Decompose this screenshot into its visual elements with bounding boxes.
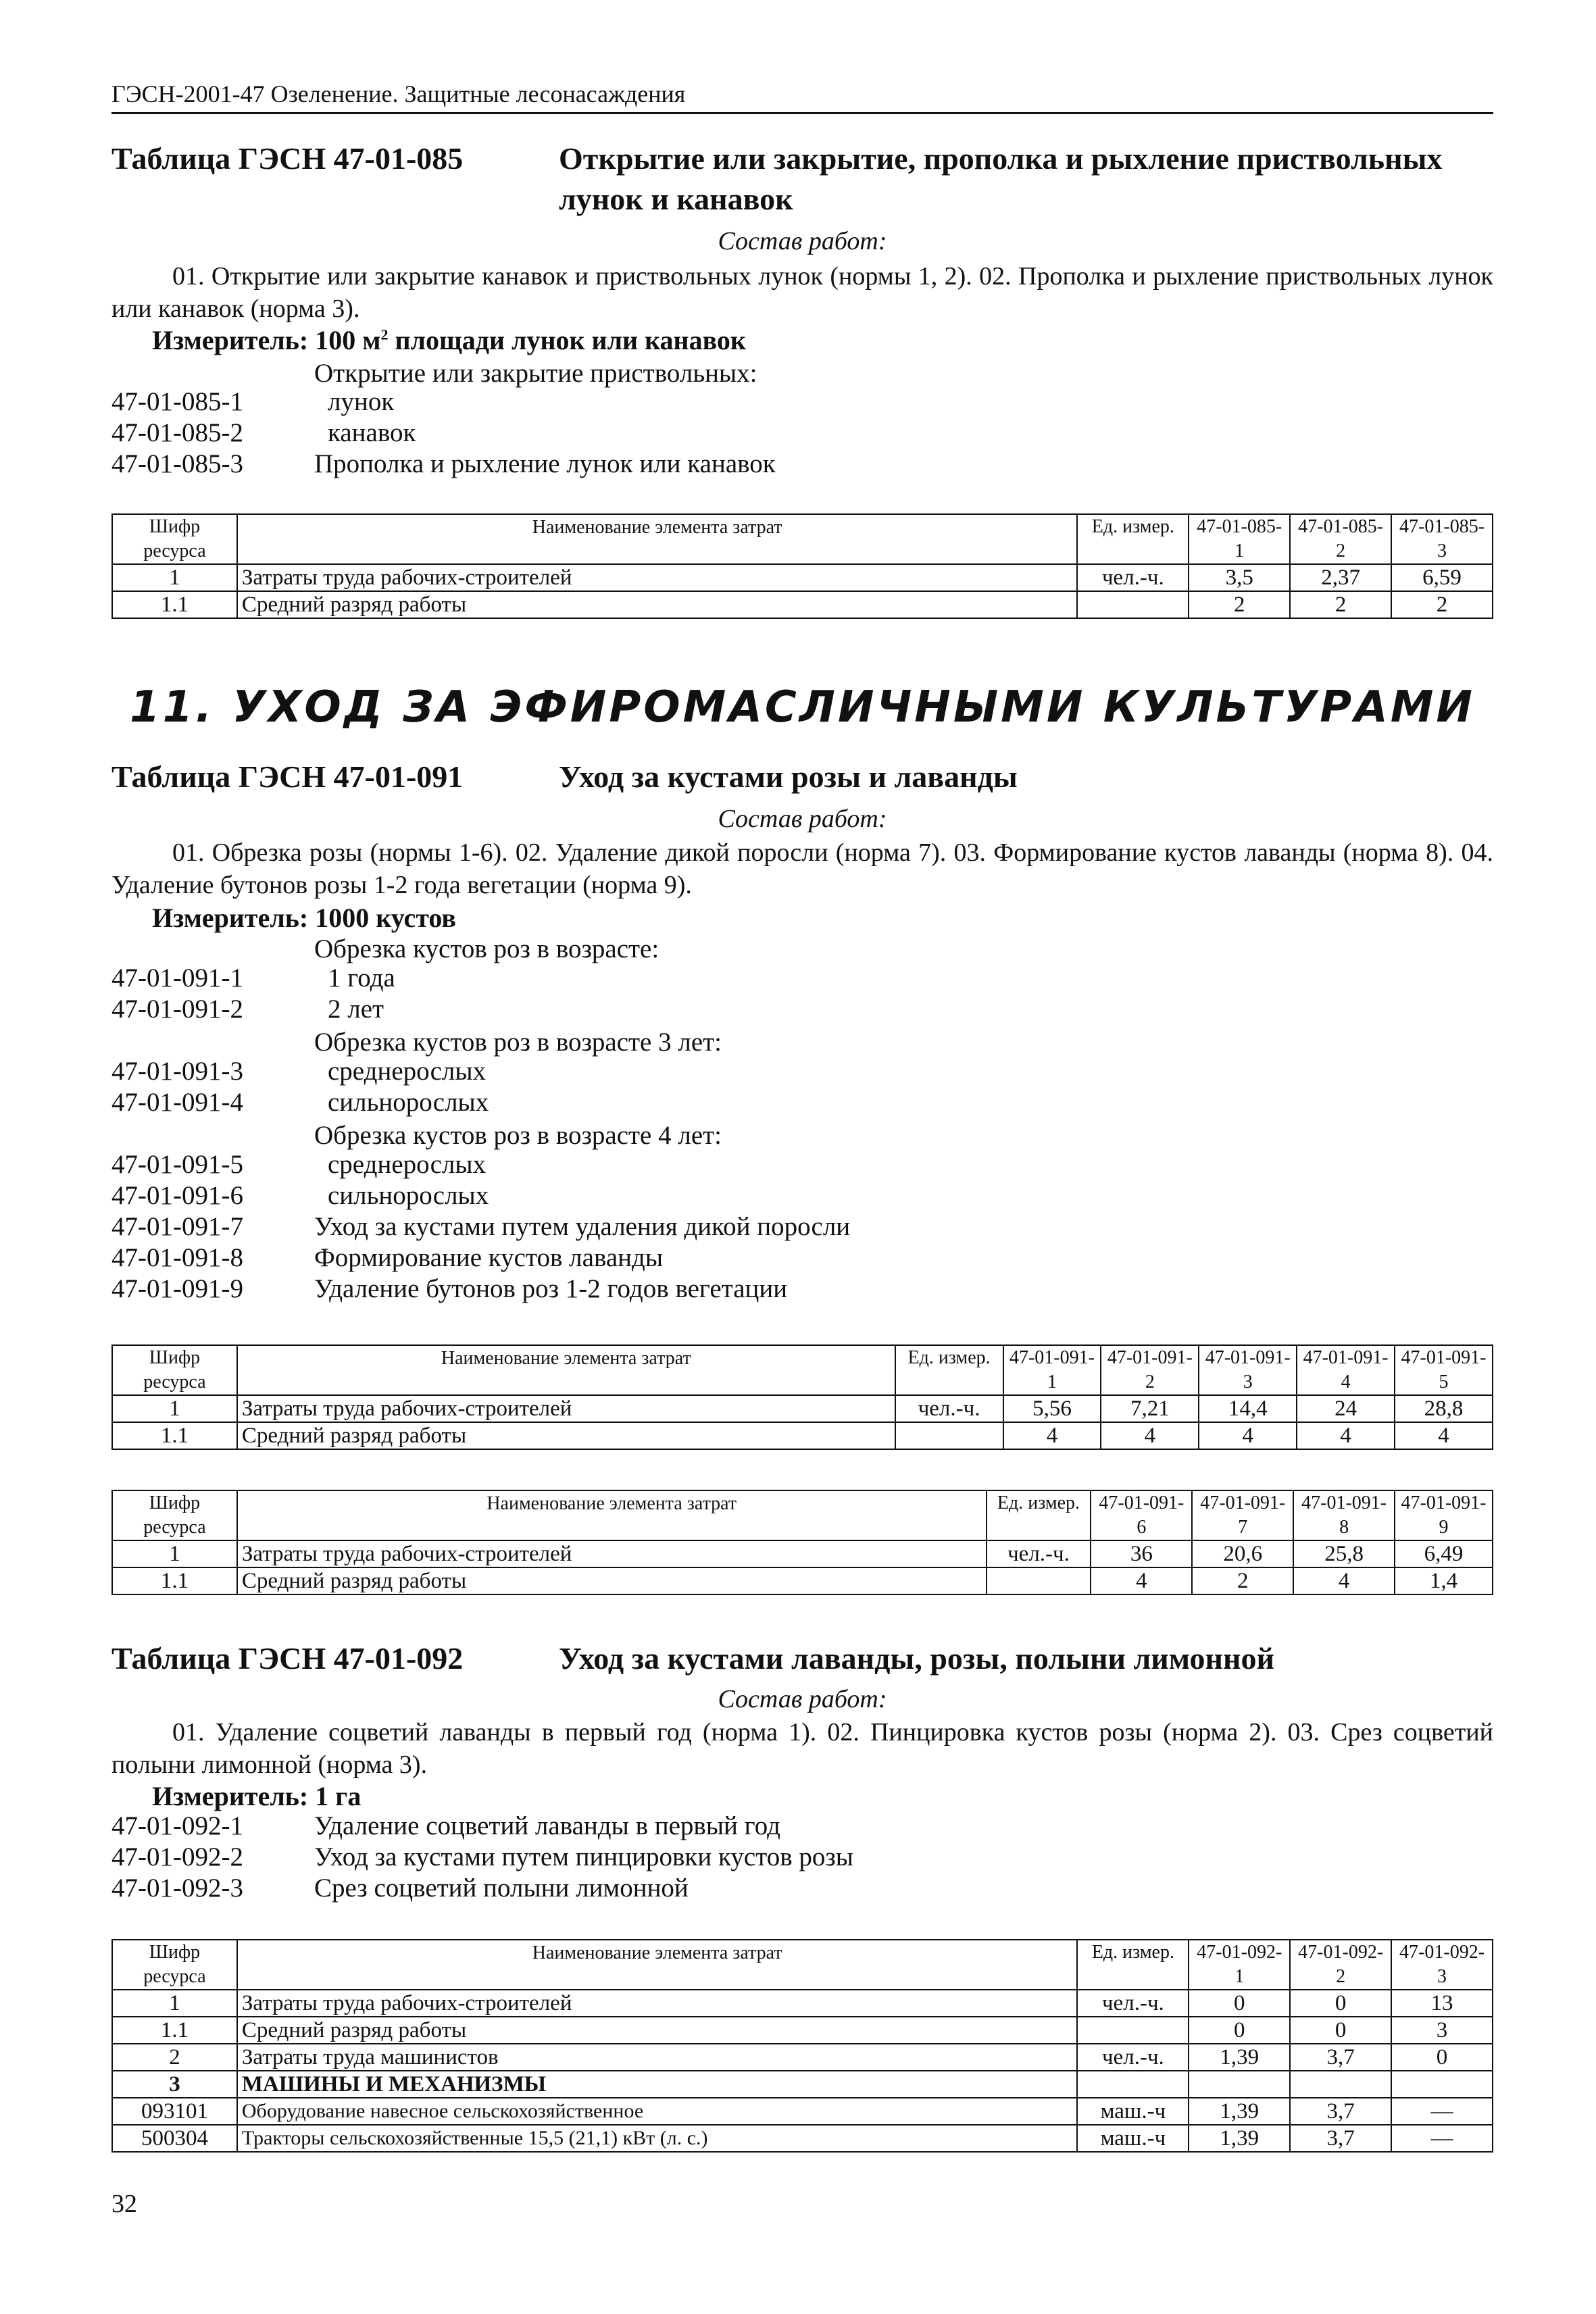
table-cell: чел.-ч. bbox=[1077, 1990, 1189, 2017]
table-cell: 4 bbox=[1293, 1567, 1395, 1594]
table-cell: 2 bbox=[1189, 591, 1290, 618]
table-cell: 28,8 bbox=[1395, 1395, 1493, 1422]
text-fragment: 01. Открытие или закрытие канавок и приствольных лунок (нормы 1, 2). 02. Прополка и рыхление приствольных лунок или канавок (норма 3). bbox=[111, 262, 1493, 323]
table-cell: Шифр ресурса bbox=[112, 1345, 237, 1395]
table-cell: Затраты труда рабочих-строителей bbox=[237, 1990, 1078, 2017]
table-cell: 1.1 bbox=[112, 1422, 237, 1449]
table-cell bbox=[1391, 2071, 1493, 2098]
text-fragment: 47-01-092-1 bbox=[111, 1811, 243, 1840]
table-row bbox=[112, 564, 1493, 591]
table-085-works bbox=[111, 260, 1493, 325]
table-cell: Затраты труда рабочих-строителей bbox=[237, 564, 1078, 591]
table-cell: Ед. измер. bbox=[895, 1345, 1003, 1395]
table-cell: Средний разряд работы bbox=[237, 1567, 987, 1594]
table-cell: 2 bbox=[1192, 1567, 1293, 1594]
table-cell bbox=[1077, 591, 1189, 618]
text-fragment: среднерослых bbox=[328, 1057, 487, 1086]
table-row bbox=[112, 591, 1493, 618]
table-cell: 1,39 bbox=[1189, 2098, 1290, 2125]
text-fragment: 47-01-085-2 bbox=[111, 418, 243, 447]
table-cell: чел.-ч. bbox=[987, 1540, 1091, 1567]
table-cell: 1.1 bbox=[112, 2017, 237, 2044]
table-cell: Наименование элемента затрат bbox=[237, 1940, 1078, 1990]
table-cell: 4 bbox=[1199, 1422, 1297, 1449]
resource-table-091-b bbox=[111, 1490, 1493, 1595]
table-cell: Тракторы сельскохозяйственные 15,5 (21,1) кВт (л. с.) bbox=[237, 2125, 1078, 2152]
table-cell bbox=[1290, 2071, 1391, 2098]
table-cell: 47-01-091-2 bbox=[1101, 1345, 1199, 1395]
text-fragment: канавок bbox=[328, 418, 416, 447]
table-cell: 1 bbox=[112, 1540, 237, 1567]
table-cell: 47-01-091-6 bbox=[1091, 1490, 1192, 1540]
table-cell: Средний разряд работы bbox=[237, 591, 1078, 618]
table-cell: 4 bbox=[1003, 1422, 1101, 1449]
text-fragment: 01. Удаление соцветий лаванды в первый год (норма 1). 02. Пинцировка кустов розы (норма 2). 03. Срез соцветий полыни лимонной (норма 3). bbox=[111, 1718, 1493, 1779]
table-cell: 47-01-092-3 bbox=[1391, 1940, 1493, 1990]
table-cell: 2 bbox=[112, 2044, 237, 2071]
table-cell: Средний разряд работы bbox=[237, 1422, 895, 1449]
table-cell: 47-01-091-4 bbox=[1297, 1345, 1395, 1395]
table-cell: 0 bbox=[1391, 2044, 1493, 2071]
text-fragment: 47-01-091-6 bbox=[111, 1181, 243, 1210]
table-cell: 1,4 bbox=[1395, 1567, 1493, 1594]
resource-table-091-a bbox=[111, 1344, 1493, 1450]
table-cell: 6,59 bbox=[1391, 564, 1493, 591]
norm-row bbox=[111, 1242, 663, 1274]
text-fragment: 47-01-085-3 bbox=[111, 449, 243, 478]
section-title: 11. УХОД ЗА ЭФИРОМАСЛИЧНЫМИ КУЛЬТУРАМИ bbox=[130, 682, 1475, 732]
table-cell: 6,49 bbox=[1395, 1540, 1493, 1567]
table-cell: 2 bbox=[1391, 591, 1493, 618]
table-cell: 500304 bbox=[112, 2125, 237, 2152]
table-cell: Затраты труда машинистов bbox=[237, 2044, 1078, 2071]
table-cell bbox=[1077, 2017, 1189, 2044]
table-cell: 4 bbox=[1091, 1567, 1192, 1594]
table-cell: 3 bbox=[1391, 2017, 1493, 2044]
table-cell bbox=[1077, 2071, 1189, 2098]
norm-row bbox=[111, 1873, 689, 1904]
text-fragment: 47-01-091-4 bbox=[111, 1088, 243, 1117]
table-cell: Затраты труда рабочих-строителей bbox=[237, 1540, 987, 1567]
text-fragment: 47-01-091-2 bbox=[111, 995, 243, 1024]
text-fragment: 47-01-085-1 bbox=[111, 387, 243, 416]
text-fragment: 47-01-091-8 bbox=[111, 1243, 243, 1272]
table-cell: 3,5 bbox=[1189, 564, 1290, 591]
text-fragment: 47-01-091-1 bbox=[111, 963, 243, 992]
table-cell: 5,56 bbox=[1003, 1395, 1101, 1422]
table-cell: чел.-ч. bbox=[1077, 2044, 1189, 2071]
resource-table-092 bbox=[111, 1939, 1493, 2153]
text-fragment: Срез соцветий полыни лимонной bbox=[314, 1873, 689, 1903]
table-cell: 0 bbox=[1290, 2017, 1391, 2044]
table-cell: 47-01-091-1 bbox=[1003, 1345, 1101, 1395]
table-cell: 47-01-091-7 bbox=[1192, 1490, 1293, 1540]
table-cell: чел.-ч. bbox=[1077, 564, 1189, 591]
table-cell: 1 bbox=[112, 1990, 237, 2017]
table-cell: Наименование элемента затрат bbox=[237, 1345, 895, 1395]
table-cell: — bbox=[1391, 2125, 1493, 2152]
table-085-measure bbox=[152, 324, 746, 356]
header-norm: 47-01-085-2 bbox=[1290, 514, 1391, 564]
table-085-works-label: Состав работ: bbox=[718, 227, 887, 255]
table-cell: 1 bbox=[112, 564, 237, 591]
table-cell: 4 bbox=[1297, 1422, 1395, 1449]
norm-row bbox=[111, 1180, 489, 1211]
norm-row bbox=[111, 1056, 486, 1087]
table-cell: 47-01-091-3 bbox=[1199, 1345, 1297, 1395]
text-fragment: Уход за кустами путем пинцировки кустов розы bbox=[314, 1842, 853, 1871]
text-fragment: 47-01-092-3 bbox=[111, 1873, 243, 1903]
table-cell: чел.-ч. bbox=[895, 1395, 1003, 1422]
header-norm: 47-01-085-1 bbox=[1189, 514, 1290, 564]
table-cell: 36 bbox=[1091, 1540, 1192, 1567]
table-cell: 0 bbox=[1189, 1990, 1290, 2017]
table-091-group-3: Обрезка кустов роз в возрасте 4 лет: bbox=[314, 1121, 722, 1150]
norm-row bbox=[111, 1811, 780, 1842]
table-cell: маш.-ч bbox=[1077, 2098, 1189, 2125]
table-cell bbox=[987, 1567, 1091, 1594]
table-cell: Средний разряд работы bbox=[237, 2017, 1078, 2044]
table-cell: 1.1 bbox=[112, 1567, 237, 1594]
table-cell: 093101 bbox=[112, 2098, 237, 2125]
table-cell: 0 bbox=[1189, 2017, 1290, 2044]
text-fragment: 2 лет bbox=[328, 995, 384, 1024]
norm-row bbox=[111, 1274, 787, 1305]
text-fragment: 2 bbox=[380, 326, 389, 343]
table-row bbox=[112, 2071, 1493, 2098]
text-fragment: Уход за кустами путем удаления дикой поросли bbox=[314, 1212, 851, 1241]
table-cell: 7,21 bbox=[1101, 1395, 1199, 1422]
table-cell: — bbox=[1391, 2098, 1493, 2125]
table-cell: 3,7 bbox=[1290, 2044, 1391, 2071]
table-row bbox=[112, 2125, 1493, 2152]
table-row bbox=[112, 2017, 1493, 2044]
header-norm: 47-01-085-3 bbox=[1391, 514, 1493, 564]
table-cell: Затраты труда рабочих-строителей bbox=[237, 1395, 895, 1422]
table-cell: 2,37 bbox=[1290, 564, 1391, 591]
table-cell: 47-01-091-5 bbox=[1395, 1345, 1493, 1395]
table-cell: 1,39 bbox=[1189, 2044, 1290, 2071]
table-092-code: Таблица ГЭСН 47-01-092 bbox=[111, 1641, 464, 1676]
table-cell: Шифр ресурса bbox=[112, 1940, 237, 1990]
table-cell: 0 bbox=[1290, 1990, 1391, 2017]
table-cell: 14,4 bbox=[1199, 1395, 1297, 1422]
norm-row bbox=[111, 449, 776, 480]
text-fragment: Удаление соцветий лаванды в первый год bbox=[314, 1811, 780, 1840]
table-cell: 3 bbox=[112, 2071, 237, 2098]
table-cell: 20,6 bbox=[1192, 1540, 1293, 1567]
table-091-group-1: Обрезка кустов роз в возрасте: bbox=[314, 934, 659, 963]
table-row bbox=[112, 1395, 1493, 1422]
table-cell: 3,7 bbox=[1290, 2098, 1391, 2125]
table-091-works bbox=[111, 836, 1493, 901]
table-cell: 1.1 bbox=[112, 591, 237, 618]
table-row bbox=[112, 2044, 1493, 2071]
table-085-code: Таблица ГЭСН 47-01-085 bbox=[111, 141, 464, 176]
norm-row bbox=[111, 963, 395, 994]
text-fragment: Прополка и рыхление лунок или канавок bbox=[314, 449, 776, 478]
table-091-works-label: Состав работ: bbox=[718, 805, 887, 833]
table-091-code: Таблица ГЭСН 47-01-091 bbox=[111, 759, 464, 794]
norm-row bbox=[111, 994, 384, 1025]
text-fragment: Измеритель: 100 м bbox=[152, 325, 381, 355]
table-cell: 47-01-091-8 bbox=[1293, 1490, 1395, 1540]
table-cell: 2 bbox=[1290, 591, 1391, 618]
table-cell: Наименование элемента затрат bbox=[237, 1490, 987, 1540]
text-fragment: 47-01-091-7 bbox=[111, 1212, 243, 1241]
page-number: 32 bbox=[111, 2190, 137, 2218]
table-cell: 47-01-092-1 bbox=[1189, 1940, 1290, 1990]
text-fragment: площади лунок или канавок bbox=[388, 325, 746, 355]
text-fragment: сильнорослых bbox=[328, 1181, 489, 1210]
text-fragment: лунок bbox=[328, 387, 395, 416]
norm-row bbox=[111, 1149, 486, 1180]
table-cell: Ед. измер. bbox=[1077, 1940, 1189, 1990]
table-cell: Ед. измер. bbox=[987, 1490, 1091, 1540]
running-head: ГЭСН-2001-47 Озеленение. Защитные лесонасаждения bbox=[111, 80, 1493, 114]
table-row bbox=[112, 1567, 1493, 1594]
text-fragment: 47-01-092-2 bbox=[111, 1842, 243, 1871]
table-cell: 24 bbox=[1297, 1395, 1395, 1422]
table-row bbox=[112, 1990, 1493, 2017]
table-091-title: Уход за кустами розы и лаванды bbox=[559, 759, 1018, 794]
table-row bbox=[112, 1540, 1493, 1567]
text-fragment: Удаление бутонов роз 1-2 годов вегетации bbox=[314, 1274, 788, 1303]
table-cell: Оборудование навесное сельскохозяйственное bbox=[237, 2098, 1078, 2125]
text-fragment: 01. Обрезка розы (нормы 1-6). 02. Удаление дикой поросли (норма 7). 03. Формирование кустов лаванды (норма 8). 04. Удаление бутонов розы 1-2 года вегетации (норма 9). bbox=[111, 838, 1493, 899]
text-fragment: 1 года bbox=[328, 963, 395, 992]
table-cell bbox=[1189, 2071, 1290, 2098]
norm-row bbox=[111, 418, 416, 449]
table-092-works-label: Состав работ: bbox=[718, 1685, 887, 1713]
table-092-title: Уход за кустами лаванды, розы, полыни лимонной bbox=[559, 1641, 1275, 1676]
header-unit: Ед. измер. bbox=[1077, 514, 1189, 564]
table-091-measure: Измеритель: 1000 кустов bbox=[152, 903, 456, 933]
table-cell: 1 bbox=[112, 1395, 237, 1422]
table-cell: маш.-ч bbox=[1077, 2125, 1189, 2152]
table-092-measure: Измеритель: 1 га bbox=[152, 1781, 361, 1811]
table-cell: 3,7 bbox=[1290, 2125, 1391, 2152]
table-row bbox=[112, 1422, 1493, 1449]
table-cell: 13 bbox=[1391, 1990, 1493, 2017]
text-fragment: Формирование кустов лаванды bbox=[314, 1243, 664, 1272]
text-fragment: 47-01-091-9 bbox=[111, 1274, 243, 1303]
table-cell: МАШИНЫ И МЕХАНИЗМЫ bbox=[237, 2071, 1078, 2098]
text-fragment: 47-01-091-3 bbox=[111, 1057, 243, 1086]
table-cell: 25,8 bbox=[1293, 1540, 1395, 1567]
table-085-group: Открытие или закрытие приствольных: bbox=[314, 359, 757, 388]
table-cell: 4 bbox=[1101, 1422, 1199, 1449]
text-fragment: 47-01-091-5 bbox=[111, 1150, 243, 1179]
text-fragment: сильнорослых bbox=[328, 1088, 489, 1117]
table-cell: 1,39 bbox=[1189, 2125, 1290, 2152]
table-092-works bbox=[111, 1716, 1493, 1781]
table-cell: 47-01-091-9 bbox=[1395, 1490, 1493, 1540]
header-name: Наименование элемента затрат bbox=[237, 514, 1078, 564]
resource-table-085 bbox=[111, 513, 1493, 619]
table-cell bbox=[895, 1422, 1003, 1449]
table-085-title: Открытие или закрытие, прополка и рыхление приствольных лунок и канавок bbox=[559, 141, 1443, 216]
norm-row bbox=[111, 1842, 853, 1873]
table-091-group-2: Обрезка кустов роз в возрасте 3 лет: bbox=[314, 1028, 722, 1057]
header-code: Шифр ресурса bbox=[112, 514, 237, 564]
text-fragment: среднерослых bbox=[328, 1150, 487, 1179]
table-cell: Шифр ресурса bbox=[112, 1490, 237, 1540]
table-row bbox=[112, 2098, 1493, 2125]
norm-row bbox=[111, 1087, 489, 1118]
table-cell: 47-01-092-2 bbox=[1290, 1940, 1391, 1990]
norm-row bbox=[111, 1211, 850, 1242]
table-cell: 4 bbox=[1395, 1422, 1493, 1449]
norm-row bbox=[111, 386, 394, 418]
